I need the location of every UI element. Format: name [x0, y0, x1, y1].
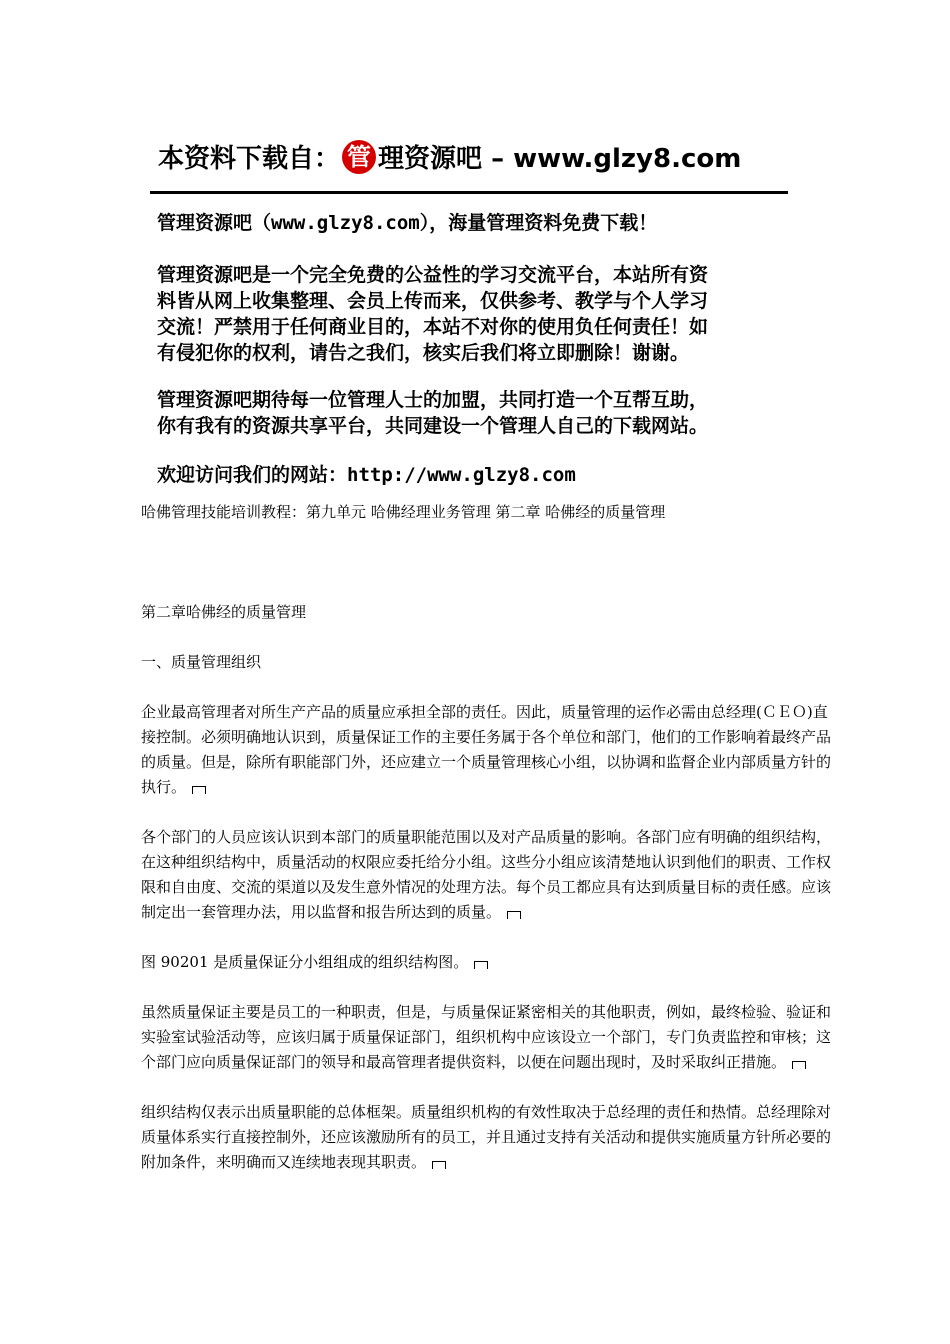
- banner-para2-line1: 管理资源吧期待每一位管理人士的加盟，共同打造一个互帮互助，: [157, 389, 709, 411]
- banner-title-site: 理资源吧 – www.glzy8.com: [378, 144, 742, 174]
- banner-para1-line1: 管理资源吧是一个完全免费的公益性的学习交流平台，本站所有资: [157, 264, 709, 286]
- return-mark-icon: [192, 786, 206, 794]
- paragraph-text: 图 90201 是质量保证分小组组成的组织结构图。: [141, 953, 469, 971]
- chapter-heading: 第二章哈佛经的质量管理: [141, 603, 307, 621]
- paragraph-text: 企业最高管理者对所生产产品的质量应承担全部的责任。因此，质量管理的运作必需由总经理(ＣＥＯ)直接控制。必须明确地认识到，质量保证工作的主要任务属于各个单位和部门，他们的工作影响着最终产品的质量。但是，除所有职能部门外，还应建立一个质量管理核心小组，以协调和监督企业内部质量方针的执行。: [141, 703, 832, 796]
- banner-para1-line4: 有侵犯你的权利，请告之我们，核实后我们将立即删除！谢谢。: [157, 342, 690, 364]
- paragraph-text: 虽然质量保证主要是员工的一种职责，但是，与质量保证紧密相关的其他职责，例如，最终检验、验证和实验室试验活动等，应该归属于质量保证部门，组织机构中应该设立一个部门，专门负责监控和审核；这个部门应向质量保证部门的领导和最高管理者提供资料，以便在问题出现时，及时采取纠正措施。: [141, 1003, 832, 1071]
- banner-para2-line2: 你有我有的资源共享平台，共同建设一个管理人自己的下载网站。: [157, 415, 709, 437]
- banner-intro-line: 管理资源吧（www.glzy8.com），海量管理资料免费下载！: [157, 212, 658, 234]
- paragraph-text: 各个部门的人员应该认识到本部门的质量职能范围以及对产品质量的影响。各部门应有明确的组织结构，在这种组织结构中，质量活动的权限应委托给分小组。这些分小组应该清楚地认识到他们的职责、工作权限和自由度、交流的渠道以及发生意外情况的处理方法。每个员工都应具有达到质量目标的责任感。应该制定出一套管理办法，用以监督和报告所达到的质量。: [141, 828, 832, 921]
- banner-title: [158, 138, 741, 175]
- paragraph-text: 组织结构仅表示出质量职能的总体框架。质量组织机构的有效性取决于总经理的责任和热情。总经理除对质量体系实行直接控制外，还应该激励所有的员工，并且通过支持有关活动和提供实施质量方针所必要的附加条件，来明确而又连续地表现其职责。: [141, 1103, 832, 1171]
- body-paragraph: [141, 950, 831, 975]
- banner-para1-line2: 料皆从网上收集整理、会员上传而来，仅供参考、教学与个人学习: [157, 290, 709, 312]
- section-heading: 一、质量管理组织: [141, 653, 262, 671]
- banner-title-prefix: 本资料下载自：: [158, 144, 341, 174]
- site-logo-icon: 管: [342, 140, 376, 174]
- body-paragraph: [141, 1000, 831, 1075]
- banner-welcome-link[interactable]: 欢迎访问我们的网站：http://www.glzy8.com: [157, 464, 576, 486]
- return-mark-icon: [474, 961, 488, 969]
- return-mark-icon: [432, 1161, 446, 1169]
- return-mark-icon: [792, 1061, 806, 1069]
- body-paragraph: [141, 1100, 831, 1175]
- document-title: 哈佛管理技能培训教程：第九单元 哈佛经理业务管理 第二章 哈佛经的质量管理: [141, 503, 666, 521]
- download-banner: [0, 0, 950, 500]
- document-body: [141, 500, 831, 1175]
- banner-para1-line3: 交流！严禁用于任何商业目的，本站不对你的使用负任何责任！如: [157, 316, 709, 338]
- body-paragraph: [141, 825, 831, 925]
- return-mark-icon: [507, 911, 521, 919]
- body-paragraph: [141, 700, 831, 800]
- banner-divider: [150, 191, 788, 194]
